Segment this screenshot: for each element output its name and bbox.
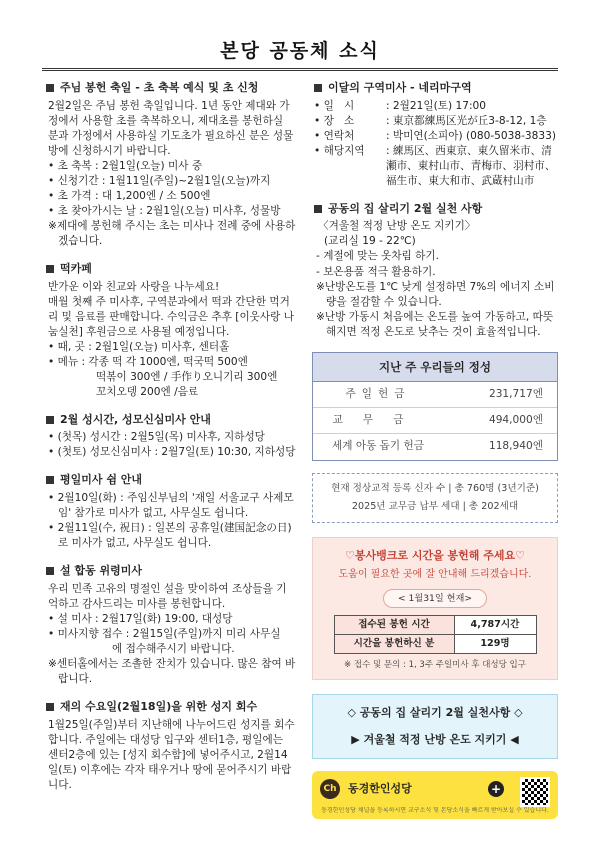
section-note: ※난방온도를 1℃ 낮게 설정하면 7%의 에너지 소비량을 절감할 수 있습니다. <box>316 280 555 308</box>
banner-title: ◇ 공동의 집 살리기 2월 실천사항 ◇ <box>347 705 523 719</box>
list-item: • 초 가격 : 대 1,200엔 / 소 500엔 <box>48 189 211 202</box>
section-weekday-mass-off <box>44 472 296 551</box>
list-item: - 보온용품 적극 활용하기. <box>316 265 436 278</box>
section-district-mass <box>312 80 560 189</box>
common-home-banner <box>312 694 558 759</box>
page-title: 본당 공동체 소식 <box>220 40 380 62</box>
info-row: • 해당지역 : 練馬区、西東京、東久留米市、清瀬市、東村山市、青梅市、羽村市、福生市、東大和市、武蔵村山市 <box>314 144 556 187</box>
parish-stats-box <box>312 473 558 523</box>
section-heading: 2월 성시간, 성모신심미사 안내 <box>60 412 211 426</box>
section-heading: 설 합동 위령미사 <box>60 564 143 578</box>
bullet-square-icon <box>46 265 54 273</box>
section-new-year-memorial-mass <box>44 563 296 687</box>
bullet-square-icon <box>46 567 54 575</box>
section-rice-cake-cafe <box>44 261 296 400</box>
list-item: - 계절에 맞는 옷차림 하기. <box>316 250 439 263</box>
volunteer-date-pill: < 1월31일 현재> <box>383 589 487 608</box>
subheading: (교리실 19 - 22℃) <box>324 235 416 248</box>
list-item: • 2월10일(화) : 주임신부님의 '재일 서울교구 사제모임' 참가로 미사가 없고, 사무실도 쉽니다. <box>48 492 294 520</box>
list-item-continued: 꼬치오뎅 200엔 /음료 <box>96 385 199 398</box>
add-channel-icon[interactable]: + <box>488 781 504 797</box>
volunteer-footnote: ※ 접수 및 문의 : 1, 3주 주일미사 후 대성당 입구 <box>344 659 526 670</box>
right-column <box>312 80 560 819</box>
list-item: • (첫토) 성모신심미사 : 2월7일(토) 10:30, 지하성당 <box>48 446 296 459</box>
channel-name: 동경한인성당 <box>348 781 412 795</box>
volunteer-heading: ♡봉사뱅크로 시간을 봉헌해 주세요♡ <box>345 549 525 563</box>
bullet-square-icon <box>46 476 54 484</box>
subheading: 〈겨울철 적정 난방 온도 지키기〉 <box>318 220 476 233</box>
bullet-square-icon <box>46 703 54 711</box>
info-row: • 장 소 : 東京都練馬区光が丘3-8-12, 1층 <box>314 114 547 127</box>
list-item: • 미사지향 접수 : 2월15일(주일)까지 미리 사무실 <box>48 627 281 640</box>
section-palm-collection <box>44 699 296 793</box>
bullet-square-icon <box>46 84 54 92</box>
section-candle-blessing <box>44 80 296 249</box>
section-common-home-practice <box>312 201 560 340</box>
section-heading: 주님 봉헌 축일 - 초 축복 예식 및 초 신청 <box>60 81 259 94</box>
list-item: • 2월11일(수, 祝日) : 일본의 공휴일(建国記念の日)로 미사가 없고, 사무실도 쉽니다. <box>48 522 292 550</box>
section-body: 우리 민족 고유의 명절인 설을 맞이하여 조상들을 기억하고 감사드리는 미사를 봉헌합니다. <box>48 582 287 610</box>
left-column <box>44 80 296 805</box>
section-heading: 이달의 구역미사 - 네리마구역 <box>328 81 472 94</box>
bullet-square-icon <box>314 84 322 92</box>
info-row: • 일 시 : 2월21일(토) 17:00 <box>314 99 487 112</box>
table-row: 교무금 494,000엔 <box>313 408 557 434</box>
channel-caption: 동경한인성당 채널을 등록하시면 교구소식 및 본당소식을 빠르게 받아보실 수 있습니다. <box>321 807 549 815</box>
kakao-channel-banner[interactable] <box>312 771 558 819</box>
list-item: • 메뉴 : 각종 떡 각 1000엔, 떡국떡 500엔 <box>48 355 248 368</box>
list-item: • (첫목) 성시간 : 2월5일(목) 미사후, 지하성당 <box>48 431 265 444</box>
table-row: 주일헌금 231,717엔 <box>313 382 557 408</box>
list-item: • 때, 곳 : 2월1일(오늘) 미사후, 센터홀 <box>48 340 230 353</box>
section-note: ※난방 가동시 처음에는 온도를 높여 가동하고, 따뜻해지면 적정 온도로 낮추는 것이 효율적입니다. <box>316 310 554 338</box>
section-heading: 떡카페 <box>60 261 92 275</box>
section-heading: 공동의 집 살리기 2월 실천 사항 <box>328 201 483 215</box>
stats-line: 현재 정상교적 등록 신자 수 | 총 760명 (3년기준) <box>331 482 539 494</box>
stats-line: 2025년 교무금 납부 세대 | 총 202세대 <box>351 501 519 513</box>
list-item-continued: 에 접수해주시기 바랍니다. <box>112 642 235 655</box>
table-row: 세계 아동 돕기 헌금 118,940엔 <box>332 440 543 453</box>
section-body: 2월2일은 주님 봉헌 축일입니다. 1년 동안 제대와 가정에서 사용할 초를 축복하오니, 제대초를 봉헌하실 분과 가정에서 사용하실 기도초가 필요하신 분은 성물방에 신청하시기 바랍니다. <box>48 99 294 157</box>
list-item: • 초 찾아가시는 날 : 2월1일(오늘) 미사후, 성물방 <box>48 204 281 217</box>
offering-table-heading: 지난 주 우리들의 정성 <box>313 353 557 382</box>
list-item: • 초 축복 : 2월1일(오늘) 미사 중 <box>48 159 203 172</box>
list-item: • 설 미사 : 2월17일(화) 19:00, 대성당 <box>48 612 233 625</box>
section-note: ※제대에 봉헌해 주시는 초는 미사나 전례 중에 사용하겠습니다. <box>48 219 296 247</box>
table-row: 접수된 봉헌 시간 4,787시간 <box>334 616 536 635</box>
volunteer-table <box>334 615 537 653</box>
list-item-continued: 떡볶이 300엔 / 手作り오니기리 300엔 <box>96 370 278 383</box>
title-divider <box>42 68 558 71</box>
section-holy-hour <box>44 412 296 461</box>
bullet-square-icon <box>46 416 54 424</box>
section-body: 1월25일(주일)부터 지난해에 나누어드린 성지를 회수합니다. 주일에는 대성당 입구와 센터1층, 평일에는 센터2층에 있는 [성지 회수함]에 넣어주시고, 2월14일(토) 이후에는 각자 태우거나 땅에 묻어주시기 바랍니다. <box>48 718 295 791</box>
section-heading: 재의 수요일(2월18일)을 위한 성지 회수 <box>60 700 258 714</box>
section-body: 반가운 이와 친교와 사랑을 나누세요! 매월 첫째 주 미사후, 구역분과에서 떡과 간단한 먹거리 및 음료를 판매합니다. 수익금은 추후 [이웃사랑 나눔실천] 후원금으로 사용될 예정입니다. <box>48 280 294 338</box>
bullet-square-icon <box>314 205 322 213</box>
volunteer-desc: 도움이 필요한 곳에 잘 안내해 드리겠습니다. <box>338 569 532 581</box>
volunteer-bank-box <box>312 537 558 679</box>
section-heading: 평일미사 쉼 안내 <box>60 473 143 487</box>
channel-logo-icon: Ch <box>320 779 340 799</box>
list-item: • 신청기간 : 1월11일(주일)~2월1일(오늘)까지 <box>48 174 271 187</box>
banner-subtitle: ▶ 겨울철 적정 난방 온도 지키기 ◀ <box>351 733 519 747</box>
section-note: ※센터홀에서는 조촐한 잔치가 있습니다. 많은 참여 바랍니다. <box>48 657 296 685</box>
qr-code-icon <box>520 777 550 807</box>
info-row: • 연락처 : 박미연(소피아) (080-5038-3833) <box>314 129 557 142</box>
offering-table <box>312 352 558 461</box>
table-row: 시간을 봉헌하신 분 129명 <box>334 634 536 653</box>
